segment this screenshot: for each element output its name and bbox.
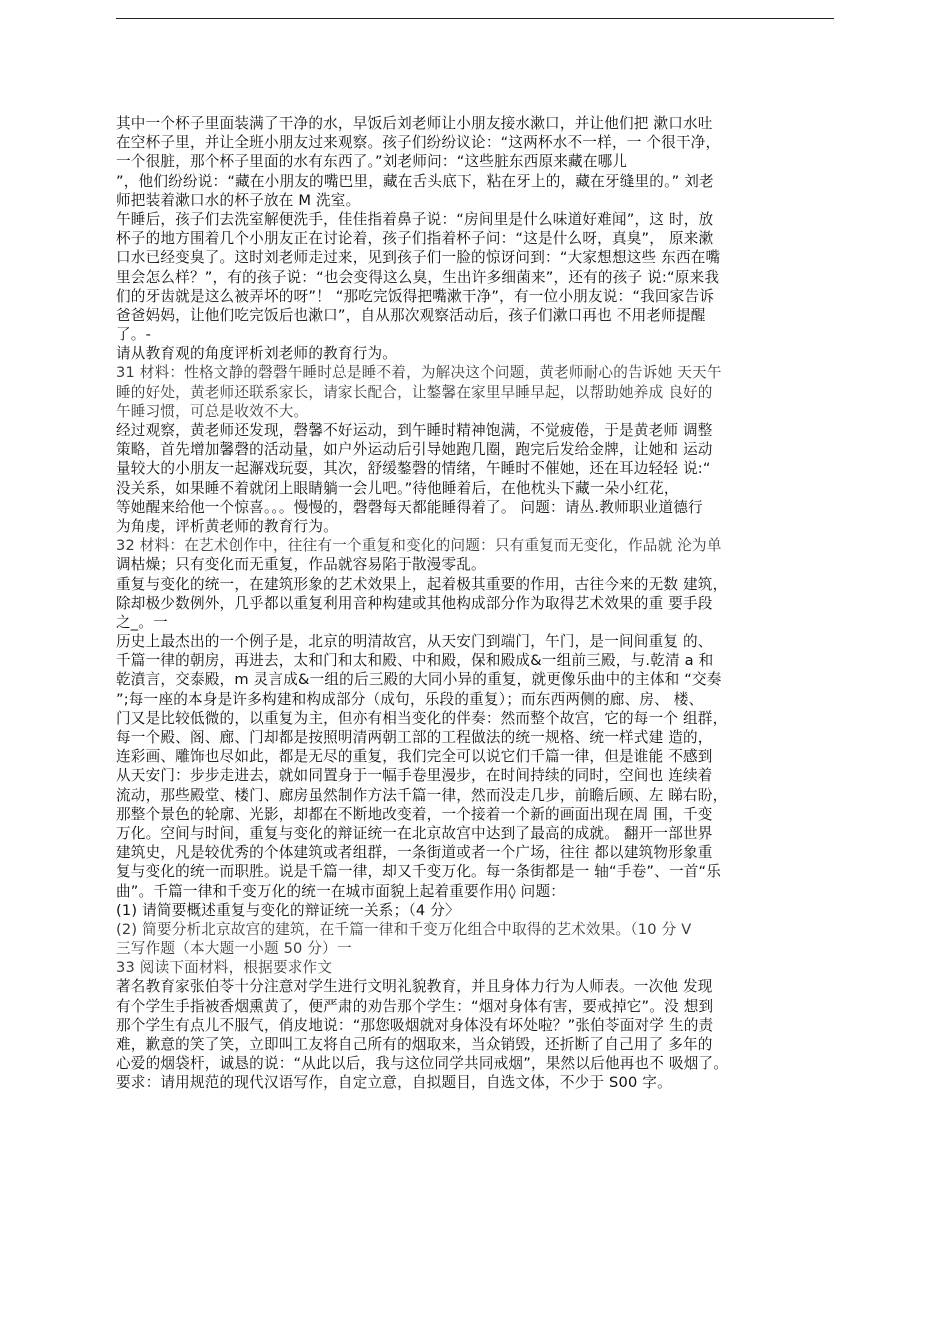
text-line: 口水已经变臭了。这时刘老师走过来，见到孩子们一脸的惊讶问到：“大家想想这些 东西在嘴	[116, 249, 721, 267]
text-line: 之_。一	[116, 613, 168, 631]
text-line: 为角虔，评析黄老师的教育行为。	[116, 517, 338, 535]
text-line: 经过观察，黄老师还发现，磬馨不好运动，到午睡时精神饱满，不觉疲倦，于是黄老师 调整	[116, 422, 713, 439]
text-line: 重复与变化的统一，在建筑形象的艺术效果上，起着极其重要的作用，古往今来的无数 建筑，	[116, 575, 728, 593]
text-line: 了。-	[116, 326, 152, 344]
text-line: 要求：请用规范的现代汉语写作，自定立意，自拟题目，自选文体，不少于 S00 字。	[116, 1074, 672, 1092]
text-line: 们的牙齿就是这么被弄坏的呀”！ “那吃完饭得把嘴漱干净”，有一位小朋友说：“我回家告诉	[116, 287, 715, 305]
text-line: (2) 简要分析北京故宫的建筑，在千篇一律和千变万化组合中取得的艺术效果。（10 分 V	[116, 920, 692, 938]
text-line: 门又是比较低微的，以重复为主，但亦有相当变化的伴奏：然而整个故宫，它的每一个 组群，	[116, 709, 728, 727]
text-line: 从天安门：步步走进去，就如同置身于一幅手卷里漫步，在时间持续的同时，空间也 连续着	[116, 767, 713, 785]
text-line: 除却极少数例外，几乎都以重复利用音种构建或其他构成部分作为取得艺术效果的重 要手段	[116, 594, 713, 612]
text-line: 其中一个杯子里面装满了干净的水，早饭后刘老师让小朋友接水漱口，并让他们把 漱口水吐	[116, 115, 713, 132]
text-line: 复与变化的统一而职胜。说是千篇一律，却又千变万化。每一条街都是一 轴“手卷”、一首“乐	[116, 863, 722, 881]
text-line: 杯子的地方围着几个小朋友正在讨论着，孩子们指着杯子问：“这是什么呀，真臭”， 原来漱	[116, 230, 714, 248]
text-line: 千篇一律的朝房，再进去，太和门和太和殿、中和殿，保和殿成&一组前三殿，与.乾清 a 和	[116, 652, 714, 670]
text-line: 每一个殿、阁、廊、门却都是按照明清两朝工部的工程做法的统一规格、统一样式建 造的，	[116, 729, 713, 746]
text-line: 著名教育家张伯苓十分注意对学生进行文明礼貌教育，并且身体力行为人师表。一次他 发现	[116, 978, 713, 996]
header-rule	[116, 18, 834, 19]
text-line: 曲”。千篇一律和千变万化的统一在城市面貌上起着重要作用◊ 问题：	[116, 882, 566, 900]
text-line: 33 阅读下面材料，根据要求作文	[116, 959, 333, 977]
text-line: 师把装着漱口水的杯子放在 M 洗室。	[116, 191, 361, 209]
text-line: 没关系，如果睡不着就闭上眼睛躺一会儿吧。”待他睡着后，在他枕头下藏一朵小红花，	[116, 479, 679, 497]
text-line: 历史上最杰出的一个例子是，北京的明清故宫，从天安门到端门，午门，是一间间重复 的、	[116, 633, 713, 651]
text-line: ”，他们纷纷说：“藏在小朋友的嘴巴里，藏在舌头底下，粘在牙上的，藏在牙缝里的。” 刘老	[116, 172, 714, 190]
text-line: 午睡后，孩子们去洗室解便洗手，佳佳指着鼻子说：“房间里是什么味道好难闻”，这 时，放	[116, 210, 714, 228]
text-line: 那个学生有点儿不服气，俏皮地说：“那您吸烟就对身体没有坏处啦？”张伯苓面对学 生的责	[116, 1016, 714, 1034]
text-line: 里会怎么样？”，有的孩子说：“也会变得这么臭，生出许多细菌来”，还有的孩子 说:“原来我	[116, 268, 720, 286]
text-line: 难，歉意的笑了笑，立即叫工友将自己所有的烟取来，当众销毁，还折断了自己用了 多年的	[116, 1036, 713, 1053]
text-line: 请从教育观的角度评析刘老师的教育行为。	[116, 345, 398, 363]
text-line: 那整个景色的轮廓、光影，却都在不断地改变着，一个接着一个新的画面出现在周 围，千变	[116, 805, 713, 823]
text-line: 万化。空间与时间，重复与变化的辩证统一在北京故宫中达到了最高的成就。 翻开一部世界	[116, 824, 713, 842]
text-line: 建筑史，凡是较优秀的个体建筑或者组群，一条街道或者一个广场，往往 都以建筑物形象重	[116, 844, 713, 862]
text-line: 乾濆言，交泰殿，m 灵言成&一组的后三殿的大同小异的重复，就更像乐曲中的主体和 “交奏	[116, 671, 722, 689]
text-line: 一个很脏，那个杯子里面的水有东西了。”刘老师问：“这些脏东西原来藏在哪儿	[116, 153, 628, 171]
text-line: 连彩画、雕饰也尽如此，都是无尽的重复，我们完全可以说它们千篇一律，但是谁能 不感到	[116, 748, 713, 766]
text-line: 量较大的小朋友一起澥戏玩耍，其次，舒缓鏊磬的情绪，午睡时不催她，还在耳边轻轻 说:“	[116, 460, 711, 478]
text-line: 爸爸妈妈，让他们吃完饭后也漱口”，自从那次观察活动后，孩子们漱口再也 不用老师提醒	[116, 306, 706, 324]
text-line: 32 材料：在艺术创作中，往往有一个重复和变化的问题：只有重复而无变化，作品就 沦为单	[116, 537, 722, 555]
text-line: 31 材料：性格文静的磬磬午睡时总是睡不着，为解决这个问题，黄老师耐心的告诉她 天天午	[116, 364, 722, 382]
text-line: 调枯燥；只有变化而无重复，作品就容易陷于散漫零乱。	[116, 556, 486, 574]
text-line: 有个学生手指被香烟熏黄了，便严肃的劝告那个学生：“烟对身体有害，要戒掉它”。没 想到	[116, 997, 714, 1015]
text-line: 睡的好处，黄老师还联系家长，请家长配合，让鏊馨在家里早睡早起，以帮助她养成 良好的	[116, 383, 713, 401]
text-line: 在空杯子里，并让全班小朋友过来观察。孩子们纷纷议论：“这两杯水不一样，一 个很干净，	[116, 134, 721, 152]
text-line: 心爱的烟袋杆，诚恳的说：“从此以后，我与这位同学共同戒烟”，果然以后他再也不 吸烟了。	[116, 1055, 729, 1073]
text-line: 策略，首先增加馨磬的活动量，如户外运动后引导她跑几圈，跑完后发给金牌，让她和 运动	[116, 441, 713, 459]
text-line: 午睡习惯，可总是收效不大。	[116, 402, 309, 420]
document-body	[116, 114, 838, 1093]
text-line: 等她醒来给他一个惊喜。。。慢慢的，磬磬每天都能睡得着了。 问题：请丛.教师职业道德行	[116, 498, 703, 516]
text-line: (1) 请简要概述重复与变化的辩证统一关系；（4 分〉	[116, 901, 460, 919]
text-line: ”;每一座的本身是许多构建和构成部分（成句，乐段的重复）；而东西两侧的廊、房、 楼、	[116, 690, 704, 708]
text-line: 流动，那些殿堂、楼门、廊房虽然制作方法千篇一律，然而没走几步，前瞻后顾、左 睇右盼，	[116, 786, 728, 804]
text-line: 三写作题（本大题一小题 50 分）一	[116, 940, 352, 958]
